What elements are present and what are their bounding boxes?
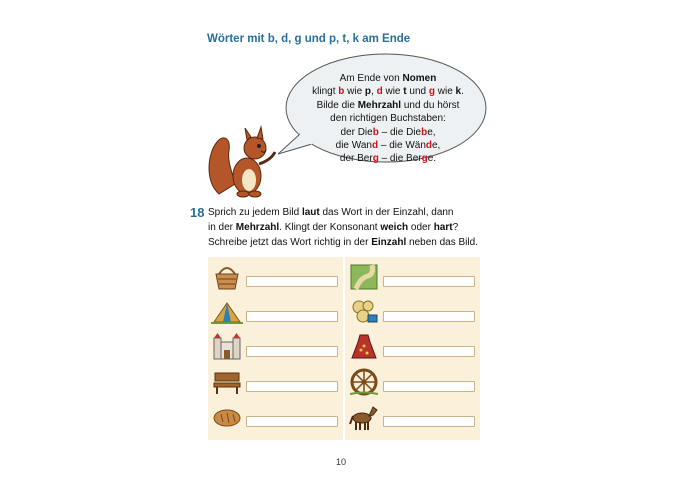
exercise-panel-left — [208, 257, 343, 440]
exercise-row — [345, 367, 480, 397]
answer-field[interactable] — [246, 276, 338, 287]
answer-field[interactable] — [246, 311, 338, 322]
exercise-row — [345, 297, 480, 327]
bench-icon — [211, 367, 243, 397]
wheel-icon — [348, 367, 380, 397]
exercise-row — [208, 367, 343, 397]
squirrel-illustration — [205, 124, 283, 198]
path-icon — [348, 262, 380, 292]
exercise-row — [208, 332, 343, 362]
answer-field[interactable] — [383, 311, 475, 322]
bubble-text: Am Ende von Nomen klingt b wie p, d wie t und g wie k. Bilde die Mehrzahl und du hörst den richtigen Buchstaben: der Dieb – die Diebe, die Wand – die Wände, der Berg – die Berge. — [312, 73, 464, 165]
exercise-row — [345, 332, 480, 362]
task-instructions: Sprich zu jedem Bild laut das Wort in der Einzahl, dann in der Mehrzahl. Klingt der Konsonant weich oder hart? Schreibe jetzt das Wort richtig in der Einzahl neben das Bild. — [208, 207, 478, 248]
castle-icon — [211, 332, 243, 362]
page-number: 10 — [336, 457, 347, 467]
tent-icon — [211, 297, 243, 327]
basket-icon — [211, 262, 243, 292]
horse-icon — [348, 402, 380, 432]
exercise-panel-right — [345, 257, 480, 440]
task-number: 18 — [190, 205, 205, 220]
bread-icon — [211, 402, 243, 432]
exercise-row — [208, 402, 343, 432]
section-heading: Wörter mit b, d, g und p, t, k am Ende — [207, 33, 411, 45]
answer-field[interactable] — [383, 346, 475, 357]
answer-field[interactable] — [383, 381, 475, 392]
answer-field[interactable] — [246, 381, 338, 392]
answer-field[interactable] — [246, 346, 338, 357]
answer-field[interactable] — [383, 276, 475, 287]
coins-icon — [348, 297, 380, 327]
answer-field[interactable] — [246, 416, 338, 427]
answer-field[interactable] — [383, 416, 475, 427]
exercise-row — [208, 262, 343, 292]
exercise-row — [345, 262, 480, 292]
dress-icon — [348, 332, 380, 362]
exercise-row — [345, 402, 480, 432]
exercise-row — [208, 297, 343, 327]
